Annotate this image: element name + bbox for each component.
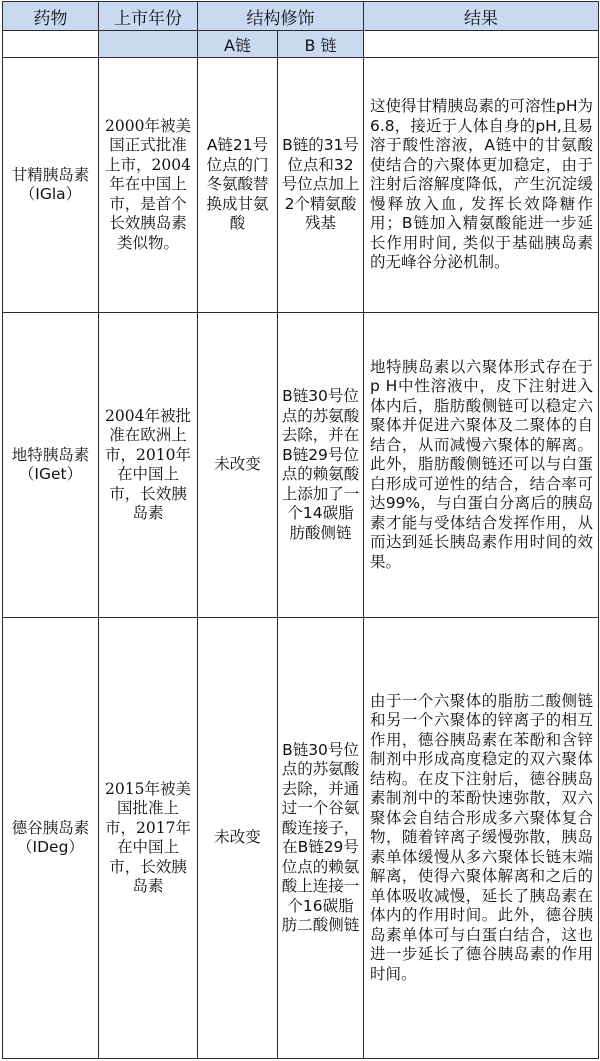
table-row [3, 313, 599, 618]
year-cell: 2000年被美国正式批准上市，2004年在中国上市，是首个长效胰岛素类似物。 [99, 58, 198, 313]
header-a-chain: A链 [198, 31, 278, 58]
subheader-blank-result [364, 31, 599, 58]
result-cell: 地特胰岛素以六聚体形式存在于p H中性溶液中，皮下注射进入体内后，脂肪酸侧链可以稳定六聚体并促进六聚体及二聚体的自结合，从而减慢六聚体的解离。此外，脂肪酸侧链还可以与白蛋白形成可逆性的结合，结合率可达99%，与白蛋白分离后的胰岛素才能与受体结合发挥作用，从而达到延长胰岛素作用时间的效果。 [364, 313, 599, 618]
b-chain-cell: B链30号位点的苏氨酸去除，并在B链29号位点的赖氨酸上添加了一个14碳脂肪酸侧链 [278, 313, 364, 618]
a-chain-cell: 未改变 [198, 618, 278, 1059]
insulin-comparison-table [2, 1, 599, 1059]
result-cell: 这使得甘精胰岛素的可溶性pH为6.8，接近于人体自身的pH,且易溶于酸性溶液，A链中的甘氨酸使结合的六聚体更加稳定，由于注射后溶解度降低，产生沉淀缓慢释放入血, 发挥长效降糖作用；B链加入精氨酸能进一步延长作用时间, 类似于基础胰岛素的无峰谷分泌机制。 [364, 58, 599, 313]
subheader-blank-year [99, 31, 198, 58]
drug-cell: 甘精胰岛素（IGla） [3, 58, 99, 313]
a-chain-cell: 未改变 [198, 313, 278, 618]
year-cell: 2015年被美国批准上市，2017年在中国上市，长效胰岛素 [99, 618, 198, 1059]
b-chain-cell: B链的31号位点和32号位点加上2个精氨酸残基 [278, 58, 364, 313]
drug-cell: 德谷胰岛素（IDeg） [3, 618, 99, 1059]
header-year: 上市年份 [99, 2, 198, 31]
header-b-chain: B 链 [278, 31, 364, 58]
drug-cell: 地特胰岛素（IGet） [3, 313, 99, 618]
header-result: 结果 [364, 2, 599, 31]
table-row [3, 618, 599, 1059]
subheader-blank-drug [3, 31, 99, 58]
header-row [3, 2, 599, 31]
a-chain-cell: A链21号位点的门冬氨酸替换成甘氨酸 [198, 58, 278, 313]
year-cell: 2004年被批准在欧洲上市，2010年在中国上市，长效胰岛素 [99, 313, 198, 618]
result-cell: 由于一个六聚体的脂肪二酸侧链和另一个六聚体的锌离子的相互作用，德谷胰岛素在苯酚和含锌制剂中形成高度稳定的双六聚体结构。在皮下注射后，德谷胰岛素制剂中的苯酚快速弥散，双六聚体会自结合形成多六聚体复合物，随着锌离子缓慢弥散，胰岛素单体缓慢从多六聚体长链末端解离，使得六聚体解离和之后的单体吸收减慢，延长了胰岛素在体内的作用时间。此外，德谷胰岛素单体可与白蛋白结合，这也进一步延长了德谷胰岛素的作用时间。 [364, 618, 599, 1059]
header-drug: 药物 [3, 2, 99, 31]
header-structure: 结构修饰 [198, 2, 364, 31]
subheader-row [3, 31, 599, 58]
table-row [3, 58, 599, 313]
b-chain-cell: B链30号位点的苏氨酸去除，并通过一个谷氨酸连接子，在B链29号位点的赖氨酸上连接一个16碳脂肪二酸侧链 [278, 618, 364, 1059]
